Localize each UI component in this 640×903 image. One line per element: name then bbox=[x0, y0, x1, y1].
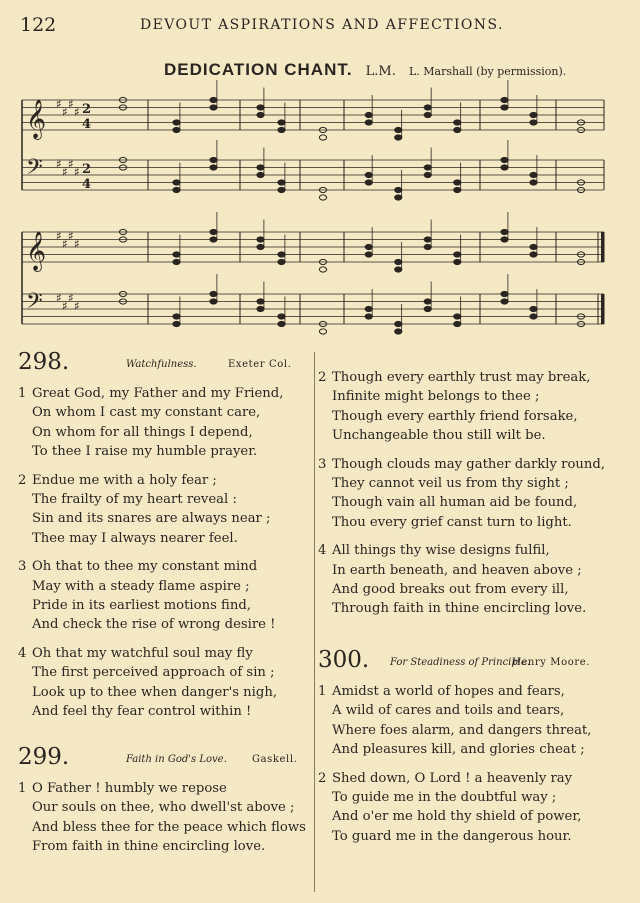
verse-line bbox=[318, 455, 628, 474]
note-head bbox=[454, 120, 461, 125]
note-head bbox=[210, 165, 217, 170]
hymn-298 bbox=[18, 350, 310, 722]
verse bbox=[18, 779, 310, 857]
column-divider bbox=[314, 352, 315, 892]
note-head bbox=[501, 165, 508, 170]
note-head bbox=[257, 105, 264, 110]
sharp-icon: ♯ bbox=[62, 165, 68, 179]
hymn-body bbox=[18, 779, 310, 857]
sharp-icon: ♯ bbox=[62, 299, 68, 313]
verse-text: A wild of cares and toils and tears, bbox=[332, 703, 565, 719]
running-title: DEVOUT ASPIRATIONS AND AFFECTIONS. bbox=[140, 17, 504, 33]
hymn-300 bbox=[318, 648, 628, 846]
verse-line bbox=[18, 423, 310, 442]
verse-line bbox=[318, 541, 628, 560]
verse-line bbox=[318, 493, 628, 512]
note-head bbox=[454, 187, 461, 192]
verse-number: 1 bbox=[318, 684, 327, 699]
verse-line bbox=[318, 721, 628, 740]
verse-line bbox=[18, 471, 310, 490]
verse bbox=[318, 455, 628, 533]
treble-clef-icon: 𝄞 bbox=[26, 99, 47, 139]
sharp-icon: ♯ bbox=[68, 157, 74, 171]
verse-line bbox=[318, 599, 628, 618]
sharp-icon: ♯ bbox=[56, 97, 62, 111]
verse-line bbox=[18, 403, 310, 422]
note-head bbox=[278, 187, 285, 192]
note-head bbox=[210, 97, 217, 102]
verse bbox=[18, 471, 310, 549]
verse-text: Amidst a world of hopes and fears, bbox=[332, 684, 565, 699]
note-head bbox=[319, 267, 326, 272]
note-head bbox=[257, 172, 264, 177]
note-head bbox=[173, 120, 180, 125]
hymn-body bbox=[18, 384, 310, 722]
verse-text: Though every earthly friend forsake, bbox=[332, 408, 578, 424]
verse-line bbox=[18, 577, 310, 596]
note-head bbox=[365, 314, 372, 319]
note-head bbox=[278, 120, 285, 125]
verse-text: They cannot veil us from thy sight ; bbox=[332, 476, 569, 492]
final-bar bbox=[601, 232, 604, 262]
verse-text: Oh that to thee my constant mind bbox=[32, 559, 258, 575]
note-head bbox=[454, 180, 461, 185]
verse-text: Shed down, O Lord ! a heavenly ray bbox=[332, 770, 573, 786]
verse-number: 3 bbox=[18, 559, 27, 575]
verse-text: Sin and its snares are always near ; bbox=[32, 511, 271, 527]
verse-line bbox=[318, 701, 628, 720]
verse bbox=[318, 769, 628, 847]
hymn-heading bbox=[18, 350, 310, 374]
note-head bbox=[173, 187, 180, 192]
note-head bbox=[395, 195, 402, 200]
verse-line bbox=[18, 557, 310, 576]
verse-line bbox=[18, 490, 310, 509]
sharp-icon: ♯ bbox=[56, 229, 62, 243]
sharp-icon: ♯ bbox=[74, 165, 80, 179]
note-head bbox=[395, 321, 402, 326]
sharp-icon: ♯ bbox=[56, 157, 62, 171]
note-head bbox=[365, 244, 372, 249]
note-head bbox=[530, 244, 537, 249]
note-head bbox=[424, 244, 431, 249]
verse-text: Though clouds may gather darkly round, bbox=[332, 456, 606, 472]
note-head bbox=[530, 112, 537, 117]
note-head bbox=[173, 259, 180, 264]
note-head bbox=[173, 321, 180, 326]
verse-text: Though every earthly trust may break, bbox=[332, 370, 591, 385]
verse-number: 2 bbox=[18, 472, 27, 488]
verse-text: Pride in its earliest motions find, bbox=[32, 598, 251, 614]
note-head bbox=[210, 229, 217, 234]
note-head bbox=[424, 105, 431, 110]
verse-line bbox=[318, 426, 628, 445]
note-head bbox=[365, 180, 372, 185]
verse-text: Where foes alarm, and dangers threat, bbox=[332, 722, 592, 738]
note-head bbox=[278, 180, 285, 185]
verse-line bbox=[18, 702, 310, 721]
verse-text: And pleasures kill, and glories cheat ; bbox=[332, 742, 585, 758]
treble-clef-icon: 𝄞 bbox=[26, 231, 47, 271]
note-head bbox=[424, 299, 431, 304]
note-head bbox=[501, 157, 508, 162]
verse bbox=[318, 368, 628, 446]
verse-line bbox=[18, 663, 310, 682]
music-score bbox=[0, 0, 640, 352]
verse-text: Great God, my Father and my Friend, bbox=[32, 386, 284, 401]
note-head bbox=[278, 321, 285, 326]
note-head bbox=[173, 314, 180, 319]
verse-number: 2 bbox=[318, 370, 327, 385]
note-head bbox=[454, 252, 461, 257]
time-signature: 4 bbox=[82, 177, 92, 192]
note-head bbox=[501, 299, 508, 304]
verse-number: 2 bbox=[318, 770, 327, 786]
verse-line bbox=[18, 683, 310, 702]
note-head bbox=[173, 252, 180, 257]
hymn-number: 300. bbox=[318, 647, 370, 673]
verse-line bbox=[318, 769, 628, 788]
hymn-body bbox=[318, 682, 628, 846]
bass-clef-icon: 𝄢 bbox=[26, 289, 43, 319]
note-head bbox=[210, 157, 217, 162]
note-head bbox=[501, 105, 508, 110]
verse-line bbox=[18, 509, 310, 528]
page-number: 122 bbox=[20, 14, 57, 36]
verse-text: Infinite might belongs to thee ; bbox=[332, 389, 540, 405]
verse-line bbox=[18, 818, 310, 837]
verse-text: On whom for all things I depend, bbox=[32, 424, 253, 440]
verse-text: From faith in thine encircling love. bbox=[32, 839, 266, 855]
note-head bbox=[319, 135, 326, 140]
bass-clef-icon: 𝄢 bbox=[26, 155, 43, 185]
sharp-icon: ♯ bbox=[56, 291, 62, 305]
note-head bbox=[173, 127, 180, 132]
verse-line bbox=[18, 837, 310, 856]
verse-number: 1 bbox=[18, 781, 27, 796]
note-head bbox=[395, 135, 402, 140]
hymn-heading bbox=[18, 745, 310, 769]
note-head bbox=[424, 237, 431, 242]
verse-line bbox=[318, 387, 628, 406]
verse-text: Look up to thee when danger's nigh, bbox=[32, 684, 278, 700]
verse bbox=[18, 557, 310, 635]
sharp-icon: ♯ bbox=[68, 291, 74, 305]
verse-text: To guide me in the doubtful way ; bbox=[332, 790, 557, 806]
note-head bbox=[257, 299, 264, 304]
note-head bbox=[501, 97, 508, 102]
verse-line bbox=[18, 644, 310, 663]
note-head bbox=[501, 291, 508, 296]
chant-composer: L. Marshall (by permission). bbox=[408, 65, 567, 78]
verse-number: 4 bbox=[18, 645, 27, 661]
time-signature: 2 bbox=[82, 102, 92, 117]
verse-line bbox=[318, 407, 628, 426]
verse-text: Unchangeable thou still wilt be. bbox=[332, 428, 546, 444]
verse-line bbox=[18, 596, 310, 615]
verse-text: And good breaks out from every ill, bbox=[332, 582, 569, 598]
time-signature: 2 bbox=[82, 162, 92, 177]
note-head bbox=[530, 314, 537, 319]
verse-line bbox=[318, 513, 628, 532]
note-head bbox=[365, 172, 372, 177]
hymn-tune: Henry Moore. bbox=[512, 657, 591, 668]
verse bbox=[318, 541, 628, 619]
verse-line bbox=[318, 580, 628, 599]
note-head bbox=[501, 229, 508, 234]
verse-text: May with a steady flame aspire ; bbox=[32, 578, 250, 594]
sharp-icon: ♯ bbox=[74, 237, 80, 251]
note-head bbox=[365, 252, 372, 257]
verse-line bbox=[318, 807, 628, 826]
verse-line bbox=[318, 682, 628, 701]
note-head bbox=[319, 195, 326, 200]
note-head bbox=[278, 259, 285, 264]
note-head bbox=[173, 180, 180, 185]
note-head bbox=[278, 252, 285, 257]
note-head bbox=[530, 306, 537, 311]
note-head bbox=[210, 291, 217, 296]
hymn-tune: Exeter Col. bbox=[228, 359, 292, 370]
note-head bbox=[395, 267, 402, 272]
note-head bbox=[530, 120, 537, 125]
verse-line bbox=[18, 442, 310, 461]
note-head bbox=[257, 306, 264, 311]
verse-line bbox=[318, 827, 628, 846]
verse-text: Oh that my watchful soul may fly bbox=[32, 645, 253, 661]
verse-text: And feel thy fear control within ! bbox=[32, 704, 252, 720]
verse bbox=[18, 384, 310, 462]
chant-meter: L.M. bbox=[365, 64, 396, 79]
sharp-icon: ♯ bbox=[68, 229, 74, 243]
note-head bbox=[210, 237, 217, 242]
note-head bbox=[424, 172, 431, 177]
verse-line bbox=[18, 529, 310, 548]
verse bbox=[18, 644, 310, 722]
note-head bbox=[454, 314, 461, 319]
hymn-title: For Steadiness of Principle. bbox=[390, 657, 531, 668]
note-head bbox=[257, 237, 264, 242]
final-bar bbox=[601, 294, 604, 324]
note-head bbox=[454, 127, 461, 132]
note-head bbox=[395, 127, 402, 132]
verse-text: Endue me with a holy fear ; bbox=[32, 472, 217, 488]
verse-text: In earth beneath, and heaven above ; bbox=[332, 562, 582, 578]
verse-line bbox=[318, 561, 628, 580]
note-head bbox=[257, 244, 264, 249]
note-head bbox=[395, 329, 402, 334]
note-head bbox=[530, 180, 537, 185]
verse-text: The first perceived approach of sin ; bbox=[32, 665, 275, 681]
verse-text: All things thy wise designs fulfil, bbox=[332, 543, 550, 559]
hymn-tune: Gaskell. bbox=[252, 754, 298, 765]
note-head bbox=[424, 306, 431, 311]
verse-line bbox=[18, 779, 310, 798]
verse-text: On whom I cast my constant care, bbox=[32, 405, 261, 421]
time-signature: 4 bbox=[82, 117, 92, 132]
hymn-title: Watchfulness. bbox=[126, 359, 197, 370]
hymn-299 bbox=[18, 745, 310, 857]
verse-text: Through faith in thine encircling love. bbox=[332, 601, 587, 617]
sharp-icon: ♯ bbox=[74, 105, 80, 119]
sharp-icon: ♯ bbox=[74, 299, 80, 313]
note-head bbox=[501, 237, 508, 242]
verse-number: 4 bbox=[318, 543, 327, 559]
note-head bbox=[365, 112, 372, 117]
hymn-298-continuation bbox=[318, 368, 628, 619]
note-head bbox=[424, 112, 431, 117]
hymn-number: 298. bbox=[18, 349, 70, 375]
verse-number: 1 bbox=[18, 386, 27, 401]
note-head bbox=[530, 172, 537, 177]
verse-text: And bless thee for the peace which flows bbox=[32, 819, 306, 835]
verse-line bbox=[18, 615, 310, 634]
note-head bbox=[454, 321, 461, 326]
chant-title: DEDICATION CHANT. bbox=[164, 60, 353, 79]
verse-text: Though vain all human aid be found, bbox=[332, 495, 578, 511]
verse-number: 3 bbox=[318, 456, 327, 472]
note-head bbox=[278, 127, 285, 132]
verse-line bbox=[318, 740, 628, 759]
verse-line bbox=[318, 474, 628, 493]
sharp-icon: ♯ bbox=[62, 105, 68, 119]
hymn-number: 299. bbox=[18, 744, 70, 770]
verse-line bbox=[318, 788, 628, 807]
verse-text: Thou every grief canst turn to light. bbox=[332, 514, 572, 530]
note-head bbox=[424, 165, 431, 170]
note-head bbox=[210, 105, 217, 110]
verse-text: And o'er me hold thy shield of power, bbox=[332, 809, 582, 825]
note-head bbox=[395, 187, 402, 192]
hymn-title: Faith in God's Love. bbox=[126, 754, 227, 765]
hymn-heading bbox=[318, 648, 628, 672]
note-head bbox=[257, 165, 264, 170]
verse-line bbox=[318, 368, 628, 387]
note-head bbox=[365, 306, 372, 311]
verse-text: And check the rise of wrong desire ! bbox=[32, 617, 276, 633]
verse-text: To guard me in the dangerous hour. bbox=[332, 828, 572, 844]
verse-text: The frailty of my heart reveal : bbox=[32, 492, 237, 508]
note-head bbox=[395, 259, 402, 264]
verse-line bbox=[18, 384, 310, 403]
note-head bbox=[365, 120, 372, 125]
verse-text: Our souls on thee, who dwell'st above ; bbox=[32, 800, 295, 816]
verse bbox=[318, 682, 628, 760]
verse-line bbox=[18, 798, 310, 817]
note-head bbox=[454, 259, 461, 264]
verse-text: Thee may I always nearer feel. bbox=[32, 530, 238, 546]
note-head bbox=[319, 329, 326, 334]
note-head bbox=[210, 299, 217, 304]
verse-text: To thee I raise my humble prayer. bbox=[32, 444, 258, 460]
note-head bbox=[530, 252, 537, 257]
sharp-icon: ♯ bbox=[68, 97, 74, 111]
verse-text: O Father ! humbly we repose bbox=[32, 781, 227, 796]
sharp-icon: ♯ bbox=[62, 237, 68, 251]
note-head bbox=[257, 112, 264, 117]
note-head bbox=[278, 314, 285, 319]
